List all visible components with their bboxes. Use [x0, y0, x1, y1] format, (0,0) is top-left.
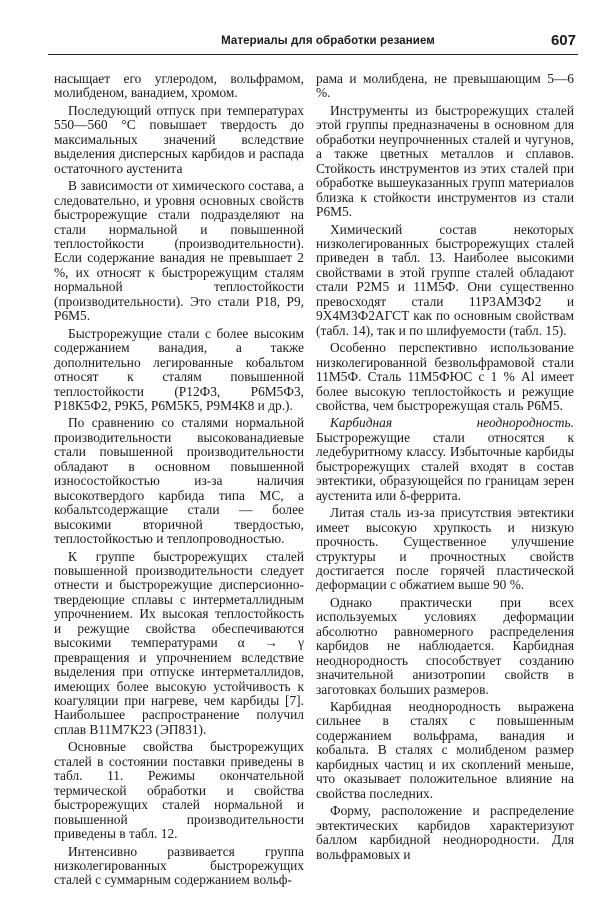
left-column	[54, 72, 304, 891]
paragraph: Интенсивно развивается группа низколегированных быстрорежущих сталей с суммарным содержанием вольф-	[54, 843, 304, 888]
paragraph: По сравнению со сталями нормальной производительности высокованадиевые стали повышенной производительности обладают в основном повышенной износостойкостью из-за наличия высокотвердого карбида типа МС, а кобальтсодержащие стали — более высокими вторичной твердостью, теплостойкостью и теплопроводностью.	[54, 415, 304, 547]
paragraph: насыщает его углеродом, вольфрамом, молибденом, ванадием, хромом.	[54, 71, 304, 101]
paragraph-carbide-heterogeneity	[316, 416, 574, 503]
paragraph: Быстрорежущие стали с более высоким содержанием ванадия, а также дополнительно легированные кобальтом относят к сталям повышенной теплостойкости (Р12Ф3, Р6М5Ф3, Р18К5Ф2, Р9К5, Р6М5К5, Р9М4К8 и др.).	[54, 325, 304, 413]
paragraph: В зависимости от химического состава, а следовательно, и уровня основных свойств быстрорежущие стали подразделяют на стали нормальной и повышенной теплостойкости (производительности). Если содержание ванадия не превышает 2 %, их относят к быстрорежущим сталям нормальной теплостойкости (производительности). Это стали Р18, Р9, Р6М5.	[54, 178, 304, 324]
page-header	[50, 32, 576, 52]
italic-run-in-heading: Карбидная неоднородность.	[330, 415, 574, 431]
running-title: Материалы для обработки резанием	[221, 35, 435, 47]
paragraph: Однако практически при всех используемых условиях деформации абсолютно равномерного распределения карбидов не наблюдается. Карбидная неоднородность способствует созданию значительной анизотропии свойств в заготовках больших размеров.	[316, 594, 574, 697]
paragraph: Основные свойства быстрорежущих сталей в состоянии поставки приведены в табл. 11. Режимы окончательной термической обработки и свойства быстрорежущих сталей нормальной и повышенной производительности приведены в табл. 12.	[54, 739, 304, 842]
page-number: 607	[550, 32, 576, 49]
paragraph: рама и молибдена, не превышающим 5—6 %.	[316, 71, 574, 101]
paragraph: Форму, расположение и распределение эвтектических карбидов характеризуют баллом карбидной неоднородности. Для вольфрамовых и	[316, 803, 574, 862]
paragraph: Карбидная неоднородность выражена сильнее в сталях с повышенным содержанием вольфрама, ванадия и кобальта. В сталях с молибденом размер карбидных частиц и их скоплений меньше, что оказывает положительное влияние на свойства последних.	[316, 699, 574, 801]
paragraph: Особенно перспективно использование низколегированной безвольфрамовой стали 11М5Ф. Сталь 11М5ФЮС с 1 % Al имеет более высокую теплостойкость и режущие свойства, чем быстрорежущая сталь Р6М5.	[316, 340, 574, 413]
paragraph: Последующий отпуск при температурах 550—560 °С повышает твердость до максимальных значений вследствие выделения дисперсных карбидов и распада остаточного аустенита	[54, 102, 304, 176]
paragraph: Химический состав некоторых низколегированных быстрорежущих сталей приведен в табл. 13. Наиболее высокими свойствами в этой группе сталей обладают стали Р2М5 и 11М5Ф. Они существенно превосходят стали 11Р3АМ3Ф2 и 9Х4М3Ф2АГСТ как по основным свойствам (табл. 14), так и по шлифуемости (табл. 15).	[316, 221, 574, 338]
paragraph: Инструменты из быстрорежущих сталей этой группы предназначены в основном для обработки неупрочненных сталей и чугунов, а также цветных металлов и сплавов. Стойкость инструментов из этих сталей при обработке вышеуказанных групп материалов близка к стойкости инструментов из стали Р6М5.	[316, 102, 574, 220]
paragraph-text: Быстрорежущие стали относятся к ледебуритному классу. Избыточные карбиды быстрорежущих сталей входят в состав эвтектики, образующейся по границам зерен аустенита или δ-феррита.	[316, 429, 574, 503]
paragraph: Литая сталь из-за присутствия эвтектики имеет высокую хрупкость и низкую прочность. Существенное улучшение структуры и прочностных свойств достигается после горячей пластической деформации с обжатием выше 90 %.	[316, 505, 574, 593]
paragraph: К группе быстрорежущих сталей повышенной производительности следует отнести и быстрорежущие дисперсионно-твердеющие сплавы с интерметаллидным упрочнением. Их высокая теплостойкость и режущие свойства обеспечиваются высокими температурами α → γ превращения и упрочнением вследствие выделения при отпуске интерметаллидов, имеющих более высокую устойчивость к коагуляции при нагреве, чем карбиды [7]. Наибольшее распространение получил сплав В11М7К23 (ЭП831).	[54, 548, 304, 737]
header-rule	[48, 54, 578, 55]
right-column	[316, 72, 574, 865]
